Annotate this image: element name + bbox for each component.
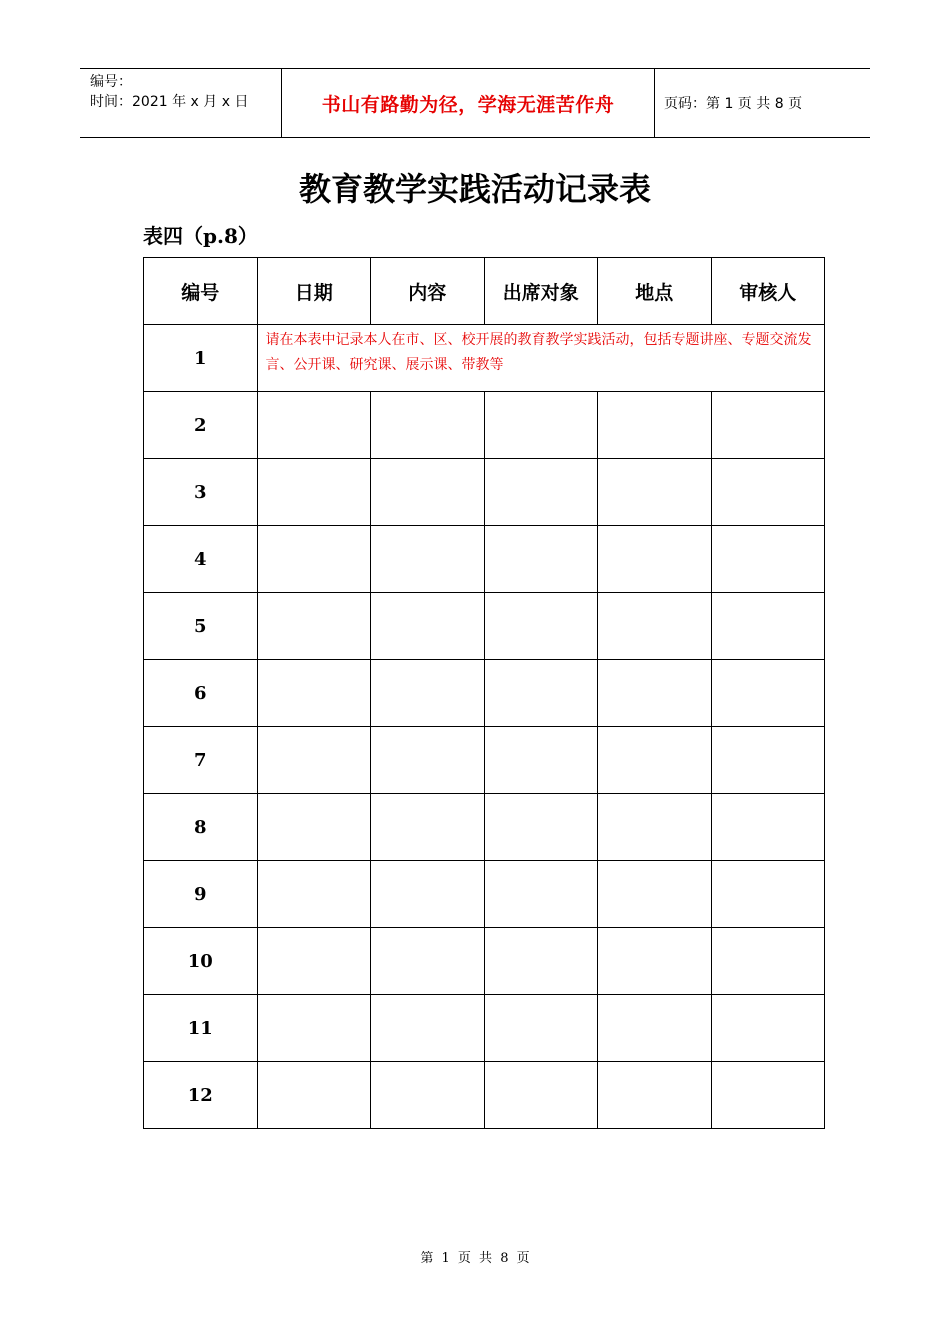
cell-location[interactable]	[598, 794, 712, 861]
cell-content[interactable]	[371, 995, 485, 1062]
cell-date[interactable]	[257, 392, 371, 459]
table-row	[144, 995, 825, 1062]
cell-attendees[interactable]	[484, 660, 598, 727]
cell-location[interactable]	[598, 593, 712, 660]
header-motto-cell	[282, 69, 655, 137]
cell-content[interactable]	[371, 861, 485, 928]
table-header-row	[144, 258, 825, 325]
row-number: 6	[144, 660, 258, 727]
row-number: 12	[144, 1062, 258, 1129]
header-cell-content: 内容	[371, 258, 485, 325]
cell-attendees[interactable]	[484, 593, 598, 660]
cell-reviewer[interactable]	[711, 392, 825, 459]
date-label: 时间：2021 年 x 月 x 日	[90, 94, 249, 110]
header-cell-date: 日期	[257, 258, 371, 325]
cell-attendees[interactable]	[484, 1062, 598, 1129]
header-page-info: 页码：第 1 页 共 8 页	[664, 96, 803, 112]
cell-reviewer[interactable]	[711, 928, 825, 995]
row-number: 3	[144, 459, 258, 526]
cell-content[interactable]	[371, 459, 485, 526]
cell-attendees[interactable]	[484, 459, 598, 526]
cell-location[interactable]	[598, 928, 712, 995]
row-number: 4	[144, 526, 258, 593]
cell-date[interactable]	[257, 727, 371, 794]
cell-reviewer[interactable]	[711, 660, 825, 727]
cell-content[interactable]	[371, 928, 485, 995]
cell-attendees[interactable]	[484, 526, 598, 593]
cell-location[interactable]	[598, 459, 712, 526]
page-footer: 第 1 页 共 8 页	[420, 1251, 530, 1266]
cell-content[interactable]	[371, 392, 485, 459]
cell-location[interactable]	[598, 660, 712, 727]
cell-date[interactable]	[257, 995, 371, 1062]
cell-date[interactable]	[257, 928, 371, 995]
cell-location[interactable]	[598, 727, 712, 794]
header-cell-location: 地点	[598, 258, 712, 325]
cell-reviewer[interactable]	[711, 1062, 825, 1129]
cell-attendees[interactable]	[484, 995, 598, 1062]
cell-date[interactable]	[257, 593, 371, 660]
cell-date[interactable]	[257, 1062, 371, 1129]
cell-content[interactable]	[371, 794, 485, 861]
instruction-note: 请在本表中记录本人在市、区、校开展的教育教学实践活动，包括专题讲座、专题交流发言、公开课、研究课、展示课、带教等	[257, 325, 825, 392]
table-row	[144, 593, 825, 660]
table-row	[144, 861, 825, 928]
table-row	[144, 526, 825, 593]
table-row	[144, 727, 825, 794]
cell-location[interactable]	[598, 392, 712, 459]
header-meta	[80, 69, 282, 137]
row-number: 5	[144, 593, 258, 660]
cell-reviewer[interactable]	[711, 459, 825, 526]
cell-attendees[interactable]	[484, 392, 598, 459]
record-table	[143, 257, 825, 1129]
table-row	[144, 928, 825, 995]
row-number: 11	[144, 995, 258, 1062]
cell-attendees[interactable]	[484, 861, 598, 928]
table-subtitle: 表四（p.8）	[143, 224, 258, 248]
header-cell-attendees: 出席对象	[484, 258, 598, 325]
cell-content[interactable]	[371, 727, 485, 794]
motto-text: 书山有路勤为径，学海无涯苦作舟	[321, 93, 615, 116]
table-row	[144, 459, 825, 526]
document-title: 教育教学实践活动记录表	[298, 170, 651, 208]
cell-location[interactable]	[598, 526, 712, 593]
cell-reviewer[interactable]	[711, 995, 825, 1062]
row-number: 1	[144, 325, 258, 392]
cell-reviewer[interactable]	[711, 861, 825, 928]
table-row	[144, 660, 825, 727]
cell-content[interactable]	[371, 1062, 485, 1129]
header-cell-number: 编号	[144, 258, 258, 325]
row-number: 7	[144, 727, 258, 794]
cell-date[interactable]	[257, 794, 371, 861]
row-number: 9	[144, 861, 258, 928]
row-number: 8	[144, 794, 258, 861]
table-row	[144, 325, 825, 392]
cell-attendees[interactable]	[484, 794, 598, 861]
cell-reviewer[interactable]	[711, 727, 825, 794]
cell-location[interactable]	[598, 995, 712, 1062]
cell-reviewer[interactable]	[711, 794, 825, 861]
cell-attendees[interactable]	[484, 727, 598, 794]
number-label: 编号：	[90, 74, 132, 90]
row-number: 2	[144, 392, 258, 459]
cell-date[interactable]	[257, 459, 371, 526]
table-row	[144, 392, 825, 459]
cell-content[interactable]	[371, 660, 485, 727]
table-row	[144, 1062, 825, 1129]
header-cell-reviewer: 审核人	[711, 258, 825, 325]
cell-attendees[interactable]	[484, 928, 598, 995]
cell-date[interactable]	[257, 660, 371, 727]
table-row	[144, 794, 825, 861]
cell-date[interactable]	[257, 861, 371, 928]
cell-content[interactable]	[371, 526, 485, 593]
cell-content[interactable]	[371, 593, 485, 660]
cell-location[interactable]	[598, 1062, 712, 1129]
cell-reviewer[interactable]	[711, 593, 825, 660]
document-header	[80, 68, 870, 138]
cell-reviewer[interactable]	[711, 526, 825, 593]
row-number: 10	[144, 928, 258, 995]
cell-date[interactable]	[257, 526, 371, 593]
cell-location[interactable]	[598, 861, 712, 928]
